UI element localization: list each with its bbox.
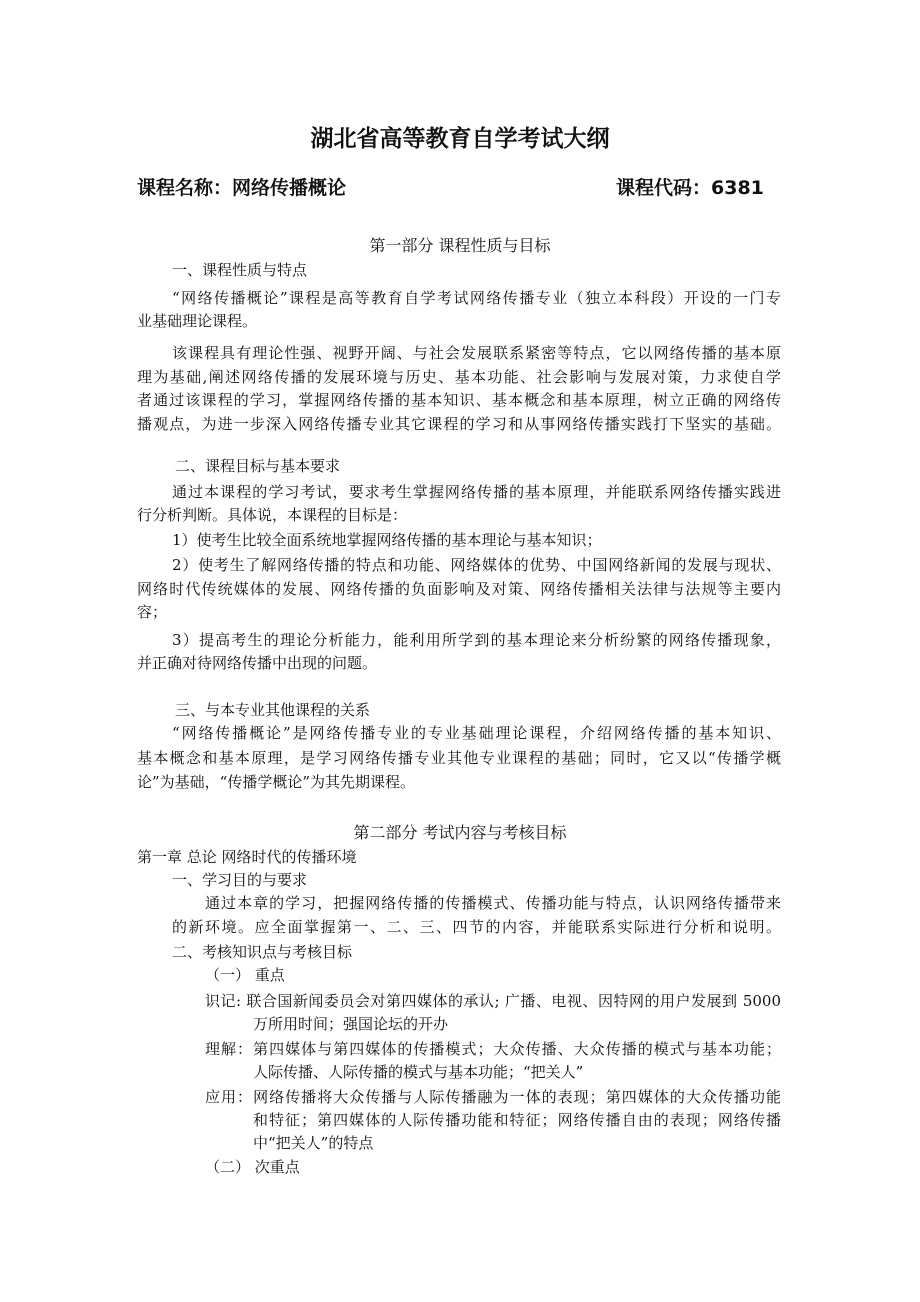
text-line: 一、课程性质与特点 [172,261,308,279]
text-line: “网络传播概论”课程是高等教育自学考试网络传播专业（独立本科段）开设的一门专 [172,289,781,307]
text-line: 通过本章的学习，把握网络传播的传播模式、传播功能与特点，认识网络传播带来 [205,894,781,912]
text-line: 理解：第四媒体与第四媒体的传播模式；大众传播、大众传播的模式与基本功能； [205,1040,781,1058]
part1-heading: 第一部分 课程性质与目标 [369,236,551,255]
text-line: 该课程具有理论性强、视野开阔、与社会发展联系紧密等特点，它以网络传播的基本原 [172,344,781,362]
text-line: （二） 次重点 [205,1158,300,1176]
text-line: 行分析判断。具体说，本课程的目标是： [137,506,408,524]
document-title: 湖北省高等教育自学考试大纲 [310,126,610,152]
course-name: 课程名称：网络传播概论 [137,177,347,199]
text-line: “网络传播概论”是网络传播专业的专业基础理论课程，介绍网络传播的基本知识、 [172,724,781,742]
text-line: 论”为基础，“传播学概论”为其先期课程。 [137,773,416,791]
text-line: 的新环境。应全面掌握第一、二、三、四节的内容，并能联系实际进行分析和说明。 [172,918,781,936]
text-line: 理为基础,阐述网络传播的发展环境与历史、基本功能、社会影响与发展对策，力求使自学 [137,368,781,386]
course-code: 课程代码：6381 [616,177,764,199]
part2-heading: 第二部分 考试内容与考核目标 [353,823,567,842]
text-line: 三、与本专业其他课程的关系 [175,701,371,719]
text-line: 播观点，为进一步深入网络传播专业其它课程的学习和从事网络传播实践打下坚实的基础。 [137,415,781,433]
text-line: 二、考核知识点与考核目标 [172,943,353,961]
text-line: 者通过该课程的学习，掌握网络传播的基本知识、基本概念和基本原理，树立正确的网络传 [137,391,781,409]
text-line: （一） 重点 [205,966,285,984]
text-line: 万所用时间；强国论坛的开办 [253,1015,449,1033]
text-line: 二、课程目标与基本要求 [175,457,341,475]
text-line: 应用：网络传播将大众传播与人际传播融为一体的表现；第四媒体的大众传播功能 [205,1088,781,1106]
text-line: 通过本课程的学习考试，要求考生掌握网络传播的基本原理，并能联系网络传播实践进 [172,483,781,501]
text-line: 识记: 联合国新闻委员会对第四媒体的承认; 广播、电视、因特网的用户发展到 5000 [205,992,781,1010]
text-line: 并正确对待网络传播中出现的问题。 [137,654,378,672]
text-line: 基本概念和基本原理，是学习网络传播专业其他专业课程的基础；同时，它又以“传播学概 [137,749,781,767]
text-line: 人际传播、人际传播的模式与基本功能；“把关人” [253,1063,584,1081]
text-line: 一、学习目的与要求 [172,871,308,889]
text-line: 业基础理论课程。 [137,312,258,330]
text-line: 和特征；第四媒体的人际传播功能和特征；网络传播自由的表现；网络传播 [253,1111,781,1129]
text-line: 网络时代传统媒体的发展、网络传播的负面影响及对策、网络传播相关法律与法规等主要内 [137,580,781,598]
text-line: 3）提高考生的理论分析能力，能利用所学到的基本理论来分析纷繁的网络传播现象， [172,631,781,649]
text-line: 第一章 总论 网络时代的传播环境 [137,848,357,866]
text-line: 1）使考生比较全面系统地掌握网络传播的基本理论与基本知识； [172,531,602,549]
text-line: 2）使考生了解网络传播的特点和功能、网络媒体的优势、中国网络新闻的发展与现状、 [172,556,781,574]
text-line: 中“把关人”的特点 [253,1134,374,1152]
text-line: 容； [137,603,168,621]
